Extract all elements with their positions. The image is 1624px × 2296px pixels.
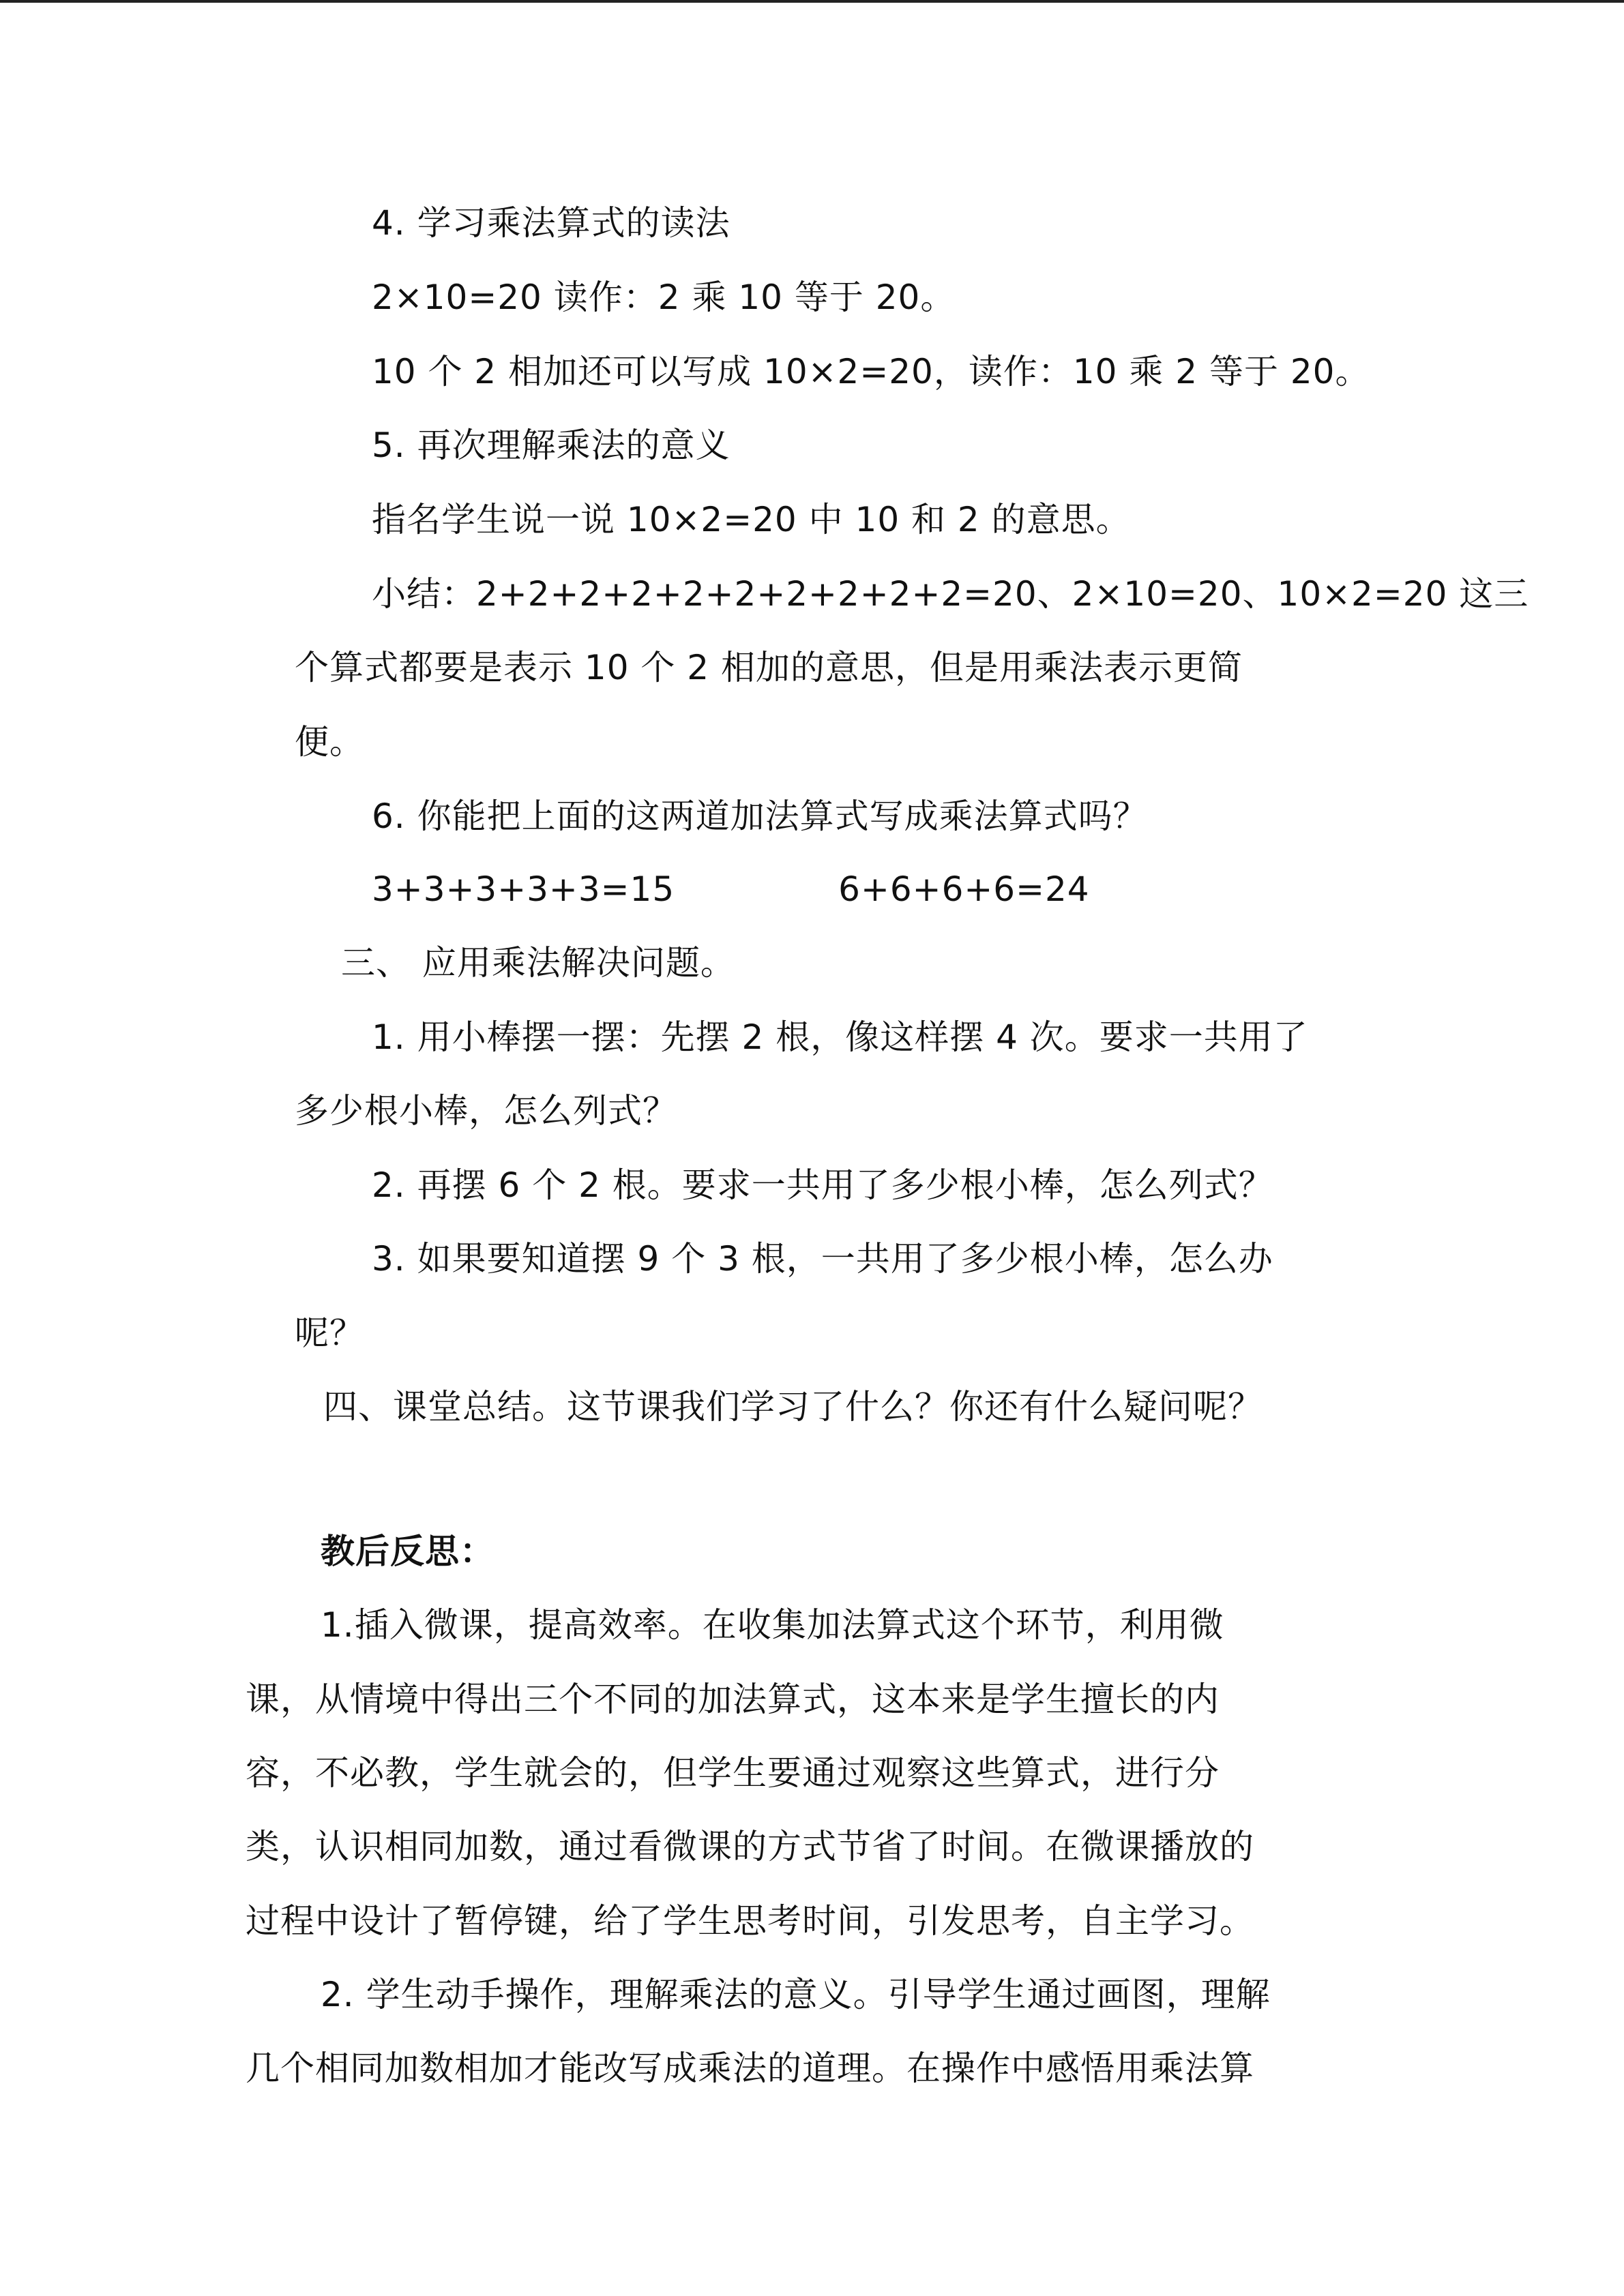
summary-line-1: 小结：2+2+2+2+2+2+2+2+2+2=20、2×10=20、10×2=20 这三 xyxy=(372,574,1529,614)
reflection-p2-line-2: 几个相同加数相加才能改写成乘法的道理。在操作中感悟用乘法算 xyxy=(246,2048,1254,2088)
section-3-q3-line-1: 3. 如果要知道摆 9 个 3 根，一共用了多少根小棒，怎么办 xyxy=(372,1239,1273,1279)
reflection-p2-line-1: 2. 学生动手操作，理解乘法的意义。引导学生通过画图，理解 xyxy=(321,1975,1271,2014)
section-4-summary: 四、课堂总结。这节课我们学习了什么？你还有什么疑问呢？ xyxy=(323,1387,1263,1427)
equation-1: 3+3+3+3+3=15 xyxy=(372,869,675,909)
step4-title: 4. 学习乘法算式的读法 xyxy=(372,203,730,243)
section-3-title: 三、 应用乘法解决问题。 xyxy=(341,943,735,983)
summary-line-3: 便。 xyxy=(295,722,364,762)
step6-equations xyxy=(372,868,1090,910)
reflection-p1-line-4: 类，认识相同加数，通过看微课的方式节省了时间。在微课播放的 xyxy=(246,1827,1254,1866)
step5-title: 5. 再次理解乘法的意义 xyxy=(372,426,730,465)
reflection-title: 教后反思： xyxy=(321,1532,494,1571)
reflection-p1-line-5: 过程中设计了暂停键，给了学生思考时间，引发思考，自主学习。 xyxy=(246,1901,1254,1941)
section-3-q1-line-1: 1. 用小棒摆一摆：先摆 2 根，像这样摆 4 次。要求一共用了 xyxy=(372,1017,1308,1057)
section-3-q1-line-2: 多少根小棒，怎么列式？ xyxy=(295,1091,677,1131)
summary-line-2: 个算式都要是表示 10 个 2 相加的意思，但是用乘法表示更简 xyxy=(295,648,1243,687)
equation-2: 6+6+6+6=24 xyxy=(838,869,1090,909)
section-3-q2: 2. 再摆 6 个 2 根。要求一共用了多少根小棒，怎么列式？ xyxy=(372,1165,1273,1205)
reflection-p1-line-3: 容，不必教，学生就会的，但学生要通过观察这些算式，进行分 xyxy=(246,1753,1220,1793)
step4-line-2: 10 个 2 相加还可以写成 10×2=20，读作：10 乘 2 等于 20。 xyxy=(372,352,1370,391)
step6-title: 6. 你能把上面的这两道加法算式写成乘法算式吗？ xyxy=(372,796,1148,836)
reflection-p1-line-1: 1.插入微课，提高效率。在收集加法算式这个环节，利用微 xyxy=(321,1605,1224,1645)
step4-line-1: 2×10=20 读作：2 乘 10 等于 20。 xyxy=(372,278,956,317)
step5-line-1: 指名学生说一说 10×2=20 中 10 和 2 的意思。 xyxy=(372,500,1131,539)
reflection-p1-line-2: 课，从情境中得出三个不同的加法算式，这本来是学生擅长的内 xyxy=(246,1680,1220,1719)
section-3-q3-line-2: 呢？ xyxy=(295,1313,364,1353)
